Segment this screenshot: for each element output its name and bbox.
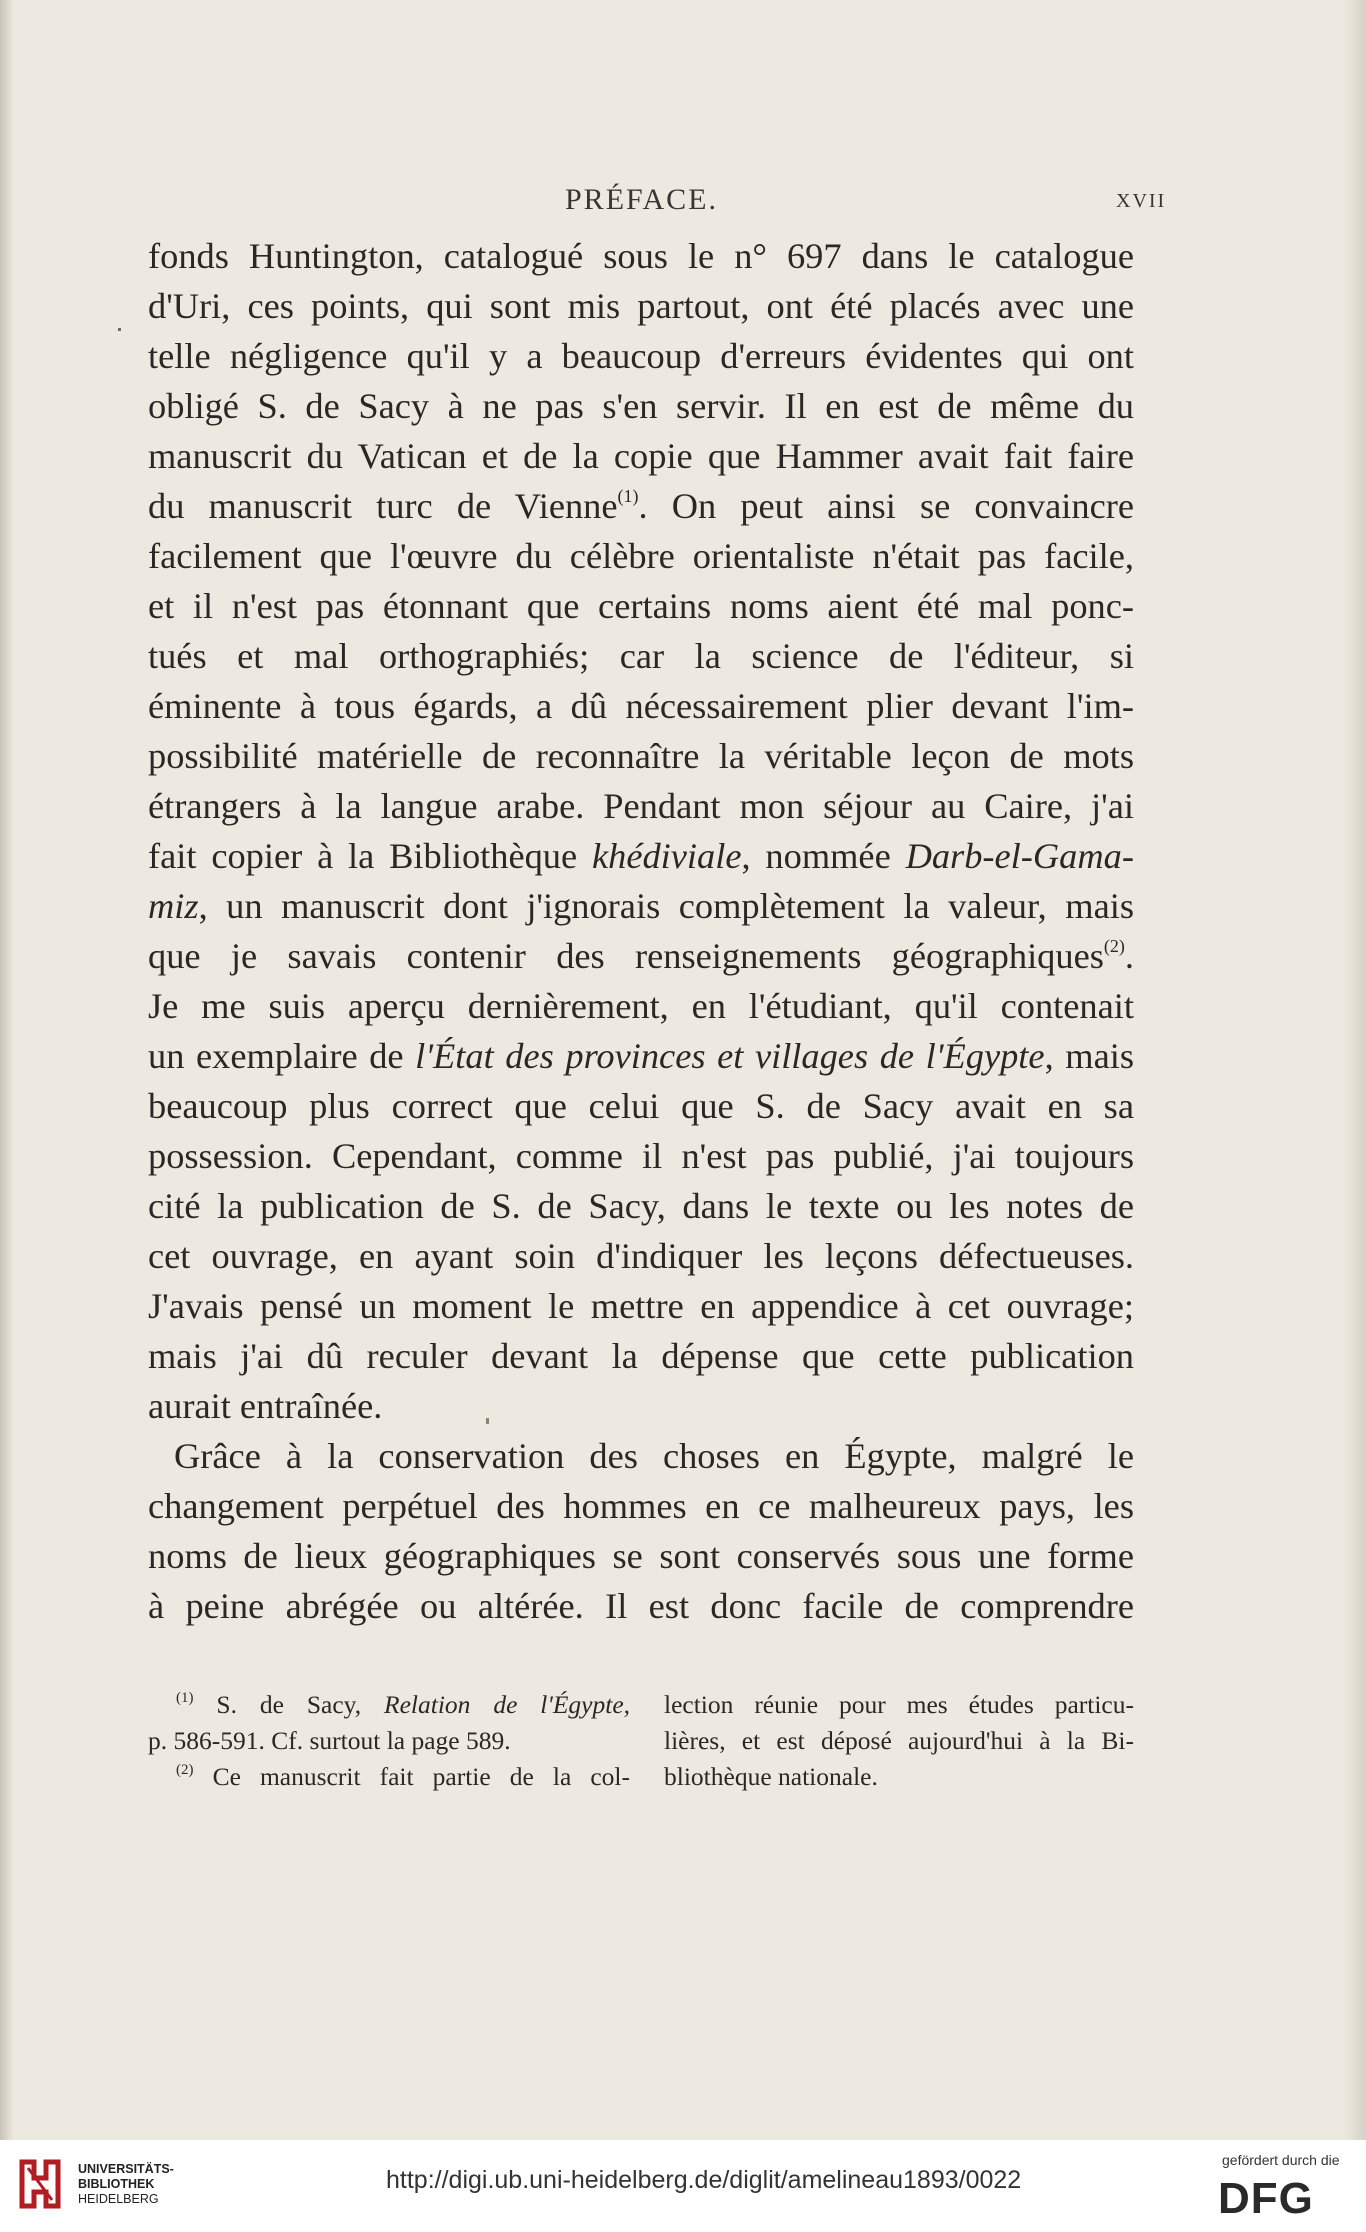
text-line: miz, un manuscrit dont j'ignorais complètement la valeur, mais	[148, 886, 1134, 926]
footnotes-right-column	[664, 1687, 1134, 1795]
footnote-2-cont: lection réunie pour mes études particu-	[664, 1690, 1134, 1719]
running-head-title: PRÉFACE.	[565, 183, 718, 216]
text-line: facilement que l'œuvre du célèbre orientaliste n'était pas facile,	[148, 536, 1134, 576]
text-line: Grâce à la conservation des choses en Égypte, malgré le	[174, 1436, 1134, 1476]
footnote-ref-1: (1)	[617, 486, 639, 506]
text-line: changement perpétuel des hommes en ce malheureux pays, les	[148, 1486, 1134, 1526]
text-line: manuscrit du Vatican et de la copie que Hammer avait fait faire	[148, 436, 1134, 476]
text-line: aurait entraînée.	[148, 1386, 383, 1426]
footnote-1: $^{(1)}$ S. de Sacy, Relation de l'Égypte,	[176, 1690, 631, 1719]
page-number: XVII	[1116, 190, 1167, 212]
text-line: un exemplaire de l'État des provinces et villages de l'Égypte, mais	[148, 1036, 1134, 1076]
text-line: Je me suis aperçu dernièrement, en l'étudiant, qu'il contenait	[148, 986, 1134, 1026]
italic-term: Darb-el-Gama-	[905, 836, 1134, 876]
text-line: telle négligence qu'il y a beaucoup d'erreurs évidentes qui ont	[148, 336, 1134, 376]
text-line: fait copier à la Bibliothèque khédiviale, nommée Darb-el-Gama-	[148, 836, 1134, 876]
text-line: beaucoup plus correct que celui que S. de Sacy avait en sa	[148, 1086, 1134, 1126]
funding-note: gefördert durch die	[1222, 2152, 1340, 2168]
footnote-ref-2: (2)	[1103, 936, 1125, 956]
text-line: cité la publication de S. de Sacy, dans le texte ou les notes de	[148, 1186, 1134, 1226]
text-line: cet ouvrage, en ayant soin d'indiquer les leçons défectueuses.	[148, 1236, 1134, 1276]
text-line: possibilité matérielle de reconnaître la véritable leçon de mots	[148, 736, 1134, 776]
dfg-logo: DFG	[1218, 2174, 1314, 2223]
text-line: du manuscrit turc de Vienne$^{(1)}$. On peut ainsi se convaincre	[148, 486, 1134, 526]
text-line: noms de lieux géographiques se sont conservés sous une forme	[148, 1536, 1134, 1576]
text-line: mais j'ai dû reculer devant la dépense que cette publication	[148, 1336, 1134, 1376]
university-library-logo-icon	[10, 2152, 70, 2216]
footnote-1-cont: p. 586-591. Cf. surtout la page 589.	[148, 1726, 511, 1755]
footnotes-left-column	[148, 1687, 630, 1795]
text-line: fonds Huntington, catalogué sous le n° 697 dans le catalogue	[148, 236, 1134, 276]
viewer-footer	[0, 2140, 1366, 2232]
text-line: éminente à tous égards, a dû nécessairement plier devant l'im-	[148, 686, 1134, 726]
footnote-2-cont: lières, et est déposé aujourd'hui à la Bi-	[664, 1726, 1134, 1755]
italic-term: khédiviale	[591, 836, 742, 876]
italic-term: miz	[148, 886, 199, 926]
footnote-2: $^{(2)}$ Ce manuscrit fait partie de la col-	[176, 1762, 631, 1791]
text-line: à peine abrégée ou altérée. Il est donc facile de comprendre	[148, 1586, 1134, 1626]
italic-title: l'État des provinces et villages de l'Égypte	[415, 1036, 1045, 1076]
page-edge-left	[0, 0, 14, 2140]
text-line: tués et mal orthographiés; car la science de l'éditeur, si	[148, 636, 1134, 676]
institution-name: UNIVERSITÄTS- BIBLIOTHEK HEIDELBERG	[78, 2162, 174, 2206]
text-line: et il n'est pas étonnant que certains noms aient été mal ponc-	[148, 586, 1134, 626]
text-line: possession. Cependant, comme il n'est pas publié, j'ai toujours	[148, 1136, 1134, 1176]
text-line: obligé S. de Sacy à ne pas s'en servir. Il en est de même du	[148, 386, 1134, 426]
page-edge-right	[1344, 0, 1366, 2140]
permalink-url[interactable]: http://digi.ub.uni-heidelberg.de/diglit/amelineau1893/0022	[386, 2166, 1022, 2194]
text-line: d'Uri, ces points, qui sont mis partout, ont été placés avec une	[148, 286, 1134, 326]
text-line: J'avais pensé un moment le mettre en appendice à cet ouvrage;	[148, 1286, 1134, 1326]
text-line: étrangers à la langue arabe. Pendant mon séjour au Caire, j'ai	[148, 786, 1134, 826]
text-line: que je savais contenir des renseignements géographiques$^{(2)}$.	[148, 936, 1134, 976]
margin-mark	[118, 328, 121, 331]
footnote-2-cont: bliothèque nationale.	[664, 1762, 878, 1791]
body-text	[148, 231, 1134, 1631]
